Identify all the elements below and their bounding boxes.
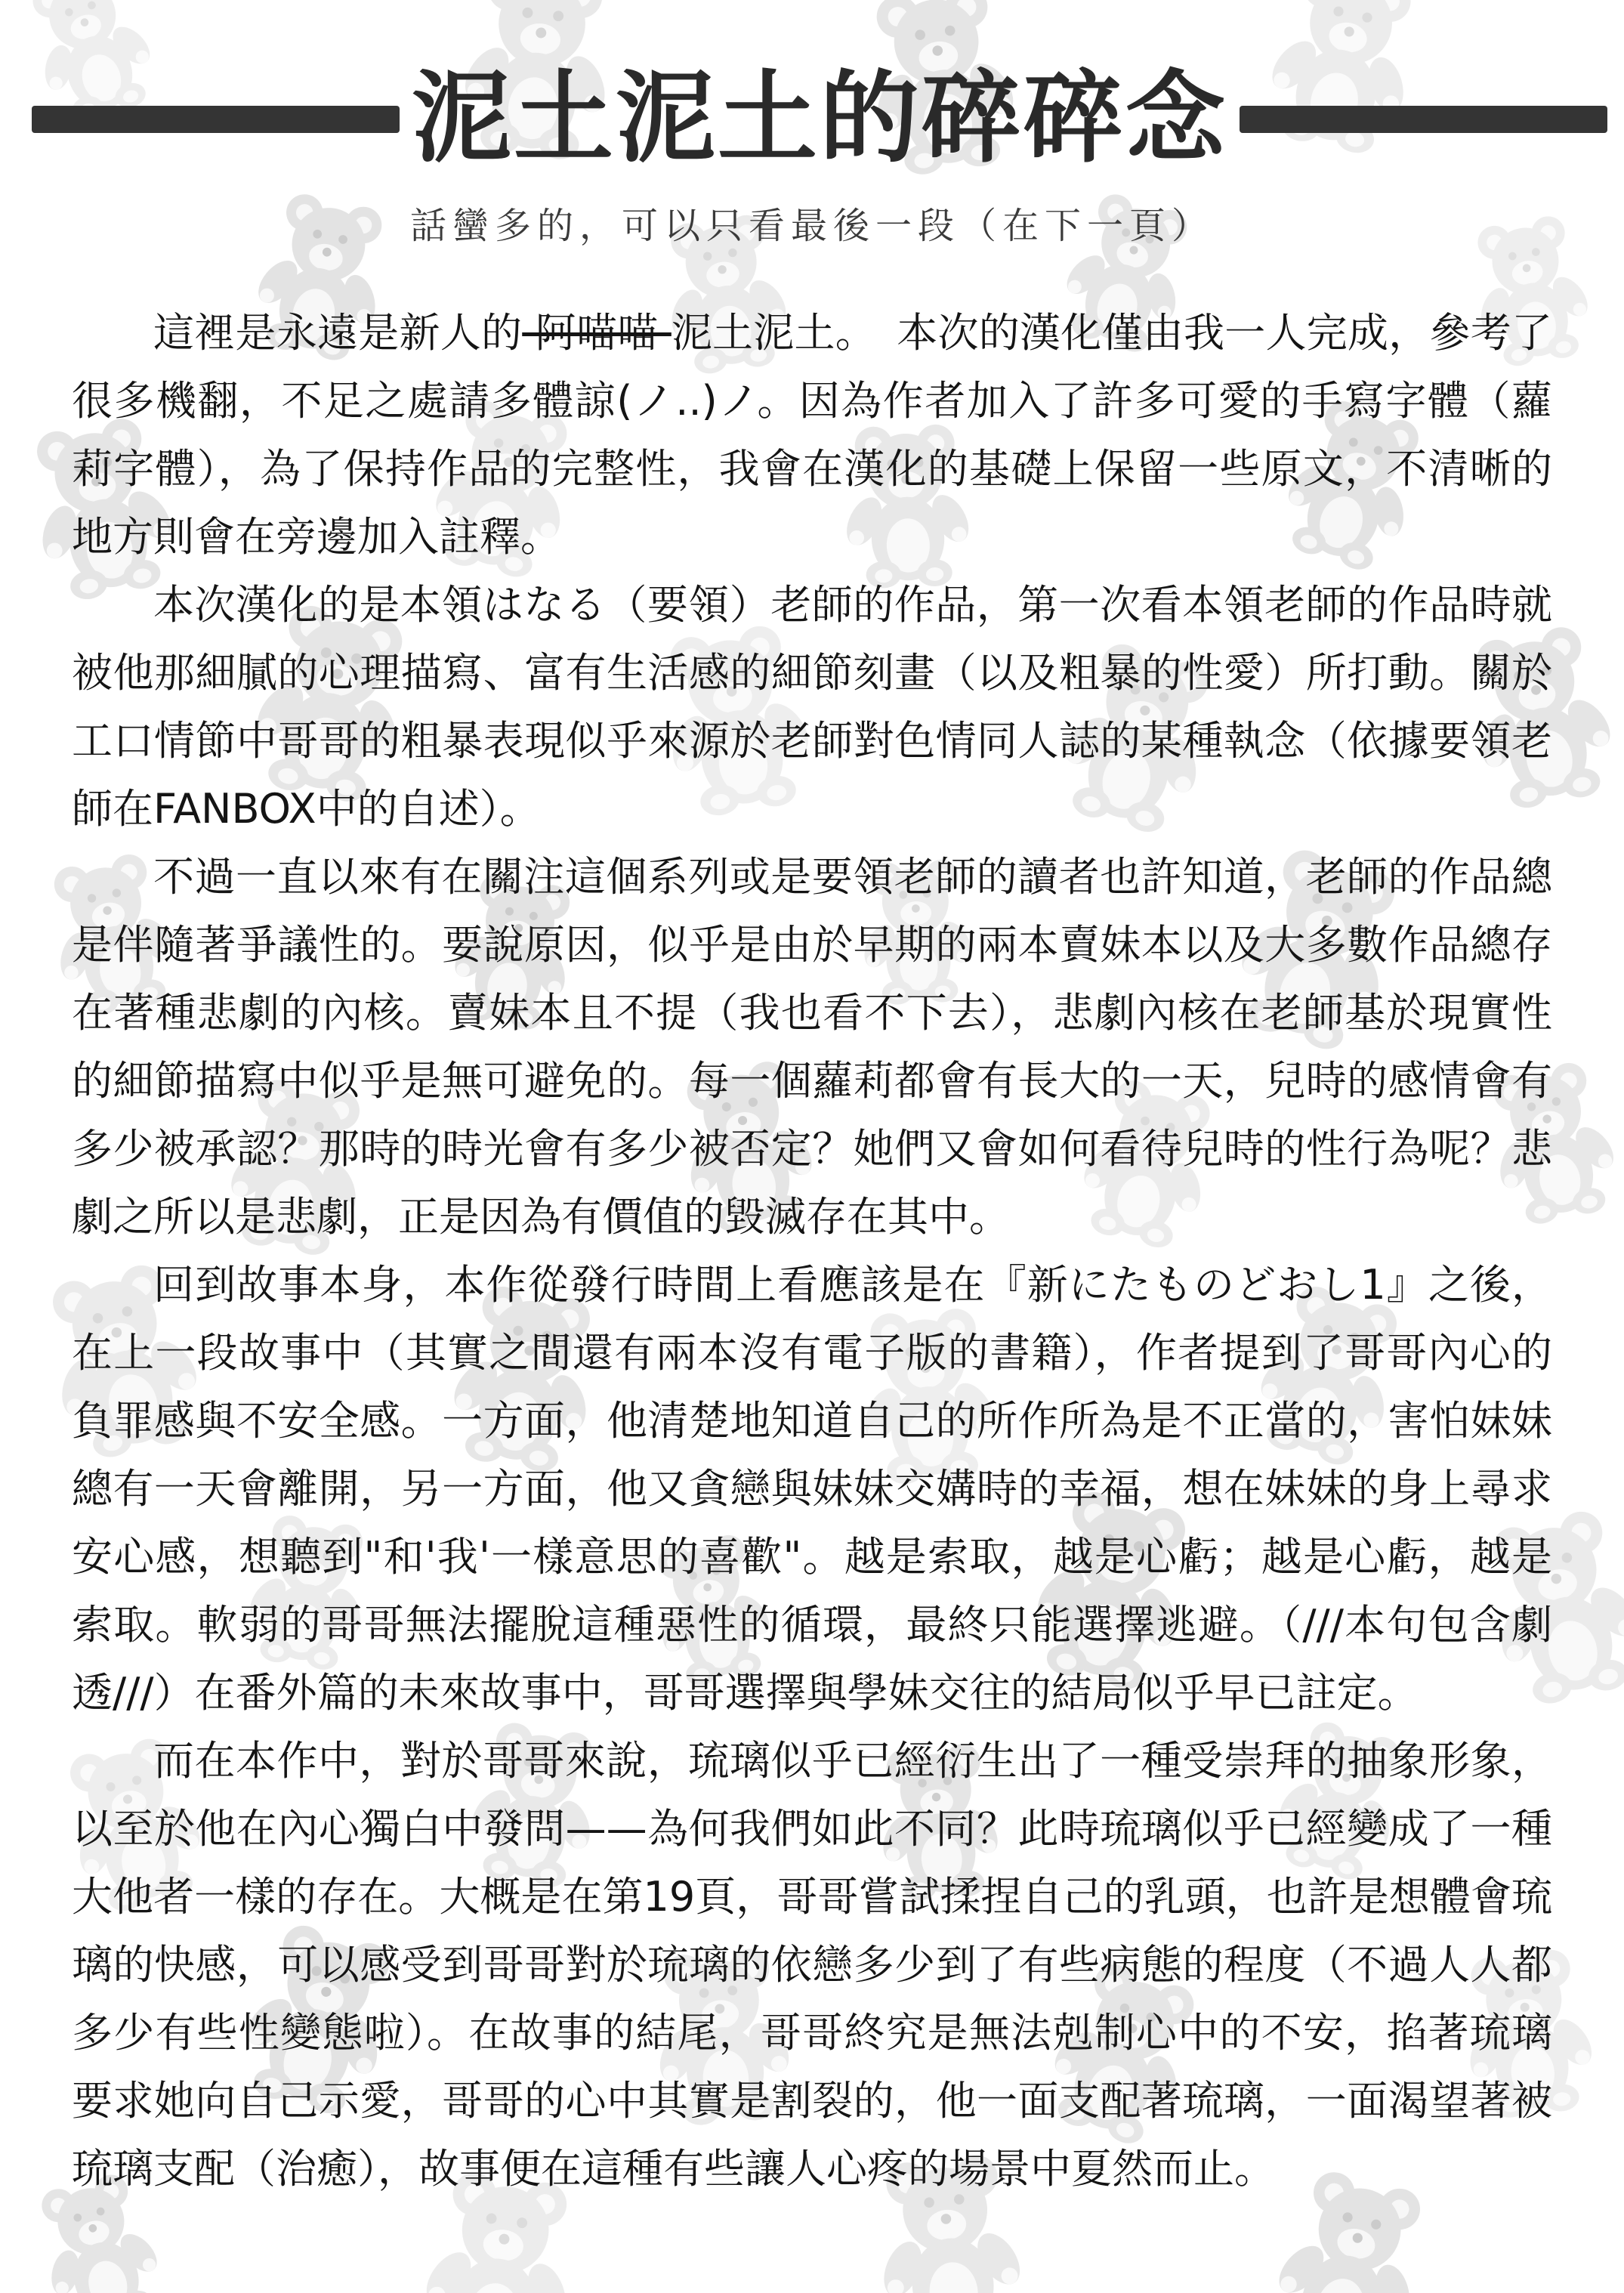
paragraph-3 — [72, 843, 1552, 1251]
paragraph-5 — [72, 1727, 1552, 2203]
text-segment: 泥土泥土。 本次的漢化僅由我一人完成，參考了很多機翻，不足之處請多體諒(ノ..)ノ。因為作者加入了許多可愛的手寫字體（蘿莉字體），為了保持作品的完整性，我會在漢化的基礎上保留一些原文，不清晰的地方則會在旁邊加入註釋。 — [72, 309, 1553, 561]
header — [0, 60, 1624, 249]
strikethrough-text: 阿喵喵 — [522, 309, 672, 357]
paragraph-4 — [72, 1251, 1552, 1727]
paragraph-1 — [72, 299, 1552, 571]
text-segment: 而在本作中，對於哥哥來說，琉璃似乎已經衍生出了一種受崇拜的抽象形象，以至於他在內心獨白中發問——為何我們如此不同？此時琉璃似乎已經變成了一種大他者一樣的存在。大概是在第19頁，哥哥嘗試揉捏自己的乳頭，也許是想體會琉璃的快感，可以感受到哥哥對於琉璃的依戀多少到了有些病態的程度（不過人人都多少有些性變態啦）。在故事的結尾，哥哥終究是無法剋制心中的不安，掐著琉璃要求她向自己示愛，哥哥的心中其實是割裂的，他一面支配著琉璃，一面渴望著被琉璃支配（治癒），故事便在這種有些讓人心疼的場景中夏然而止。 — [72, 1737, 1552, 2193]
paragraphs — [72, 299, 1552, 2203]
page-subtitle: 話蠻多的，可以只看最後一段（在下一頁） — [409, 204, 1214, 247]
text-segment: 這裡是永遠是新人的 — [153, 309, 523, 357]
text-segment: 本次漢化的是本領はなる（要領）老師的作品，第一次看本領老師的作品時就被他那細膩的心理描寫、富有生活感的細節刻畫（以及粗暴的性愛）所打動。關於工口情節中哥哥的粗暴表現似乎來源於老師對色情同人誌的某種執念（依據要領老師在FANBOX中的自述）。 — [72, 581, 1552, 833]
page-title: 泥土泥土的碎碎念 — [412, 60, 1227, 177]
title-row — [32, 60, 1607, 177]
title-rule-right — [1240, 106, 1607, 133]
title-rule-left — [32, 106, 400, 133]
text-segment: 回到故事本身，本作從發行時間上看應該是在『新にたものどおし1』之後，在上一段故事中（其實之間還有兩本沒有電子版的書籍），作者提到了哥哥內心的負罪感與不安全感。一方面，他清楚地知道自己的所作所為是不正當的，害怕妹妹總有一天會離開，另一方面，他又貪戀與妹妹交媾時的幸福，想在妹妹的身上尋求安心感，想聽到"和'我'一樣意思的喜歡"。越是索取，越是心虧；越是心虧，越是索取。軟弱的哥哥無法擺脫這種惡性的循環，最終只能選擇逃避。（///本句包含劇透///）在番外篇的未來故事中，哥哥選擇與學妹交往的結局似乎早已註定。 — [72, 1261, 1552, 1717]
text-segment: 不過一直以來有在關注這個系列或是要領老師的讀者也許知道，老師的作品總是伴隨著爭議性的。要說原因，似乎是由於早期的兩本賣妹本以及大多數作品總存在著種悲劇的內核。賣妹本且不提（我也看不下去），悲劇內核在老師基於現實性的細節描寫中似乎是無可避免的。每一個蘿莉都會有長大的一天，兒時的感情會有多少被承認？那時的時光會有多少被否定？她們又會如何看待兒時的性行為呢？悲劇之所以是悲劇，正是因為有價值的毀滅存在其中。 — [72, 853, 1552, 1241]
paragraph-2 — [72, 571, 1552, 843]
